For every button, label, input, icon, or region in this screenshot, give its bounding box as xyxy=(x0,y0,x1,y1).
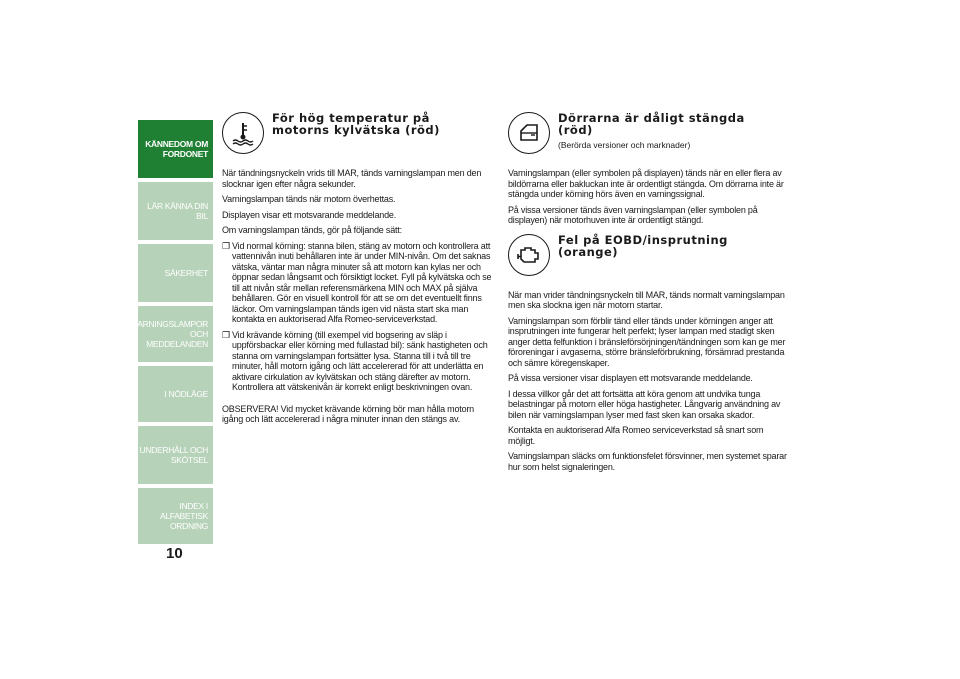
paragraph: På vissa versioner tänds även varningslampan (eller symbolen på displayen) när motorhuven inte är ordentligt stängd. xyxy=(508,204,758,225)
tab-varningslampor[interactable] xyxy=(132,304,213,364)
bullet-mark: ❐ xyxy=(222,240,230,251)
tab-lar-kanna-din-bil[interactable] xyxy=(138,180,213,242)
tab-label: UNDERHÅLL OCH SKÖTSEL xyxy=(139,445,208,465)
bullet-text: Vid krävande körning (till exempel vid bogsering av släp i uppförsbackar eller körning med fullastad bil): sänk hastigheten och stanna om varningslampan fortsätter lysa. Stanna till i två till tre minuter, håll motorn igång och lätt accelererad för att underlätta en aktivare cirkulation av kylvätskan och stäng därefter av motorn. Kontrollera att vätskenivån är korrekt enligt beskrivningen ovan. xyxy=(232,329,488,392)
section-title: Fel på EOBD/insprutning (orange) xyxy=(558,232,728,259)
section-title: Dörrarna är dåligt stängda (röd) xyxy=(558,111,745,137)
paragraph: Varningslampan tänds när motorn överhettas. xyxy=(222,194,396,204)
tab-label: INDEX I ALFABETISK ORDNING xyxy=(159,501,208,531)
bullet-mark: ❐ xyxy=(222,329,230,340)
tab-label: VARNINGSLAMPOR OCH MEDDELANDEN xyxy=(132,319,208,349)
section-title: För hög temperatur på motorns kylvätska (röd) xyxy=(272,111,440,137)
tab-label: LÄR KÄNNA DIN BIL xyxy=(147,201,208,221)
paragraph: I dessa villkor går det att fortsätta att köra genom att undvika tunga belastningar på motorn eller höga hastigheter. Långvarig användning av bilen när varningslampan lyser med fast sken kan orsaka skador. xyxy=(508,388,781,420)
tab-label: I NÖDLÄGE xyxy=(164,389,208,399)
bullet-item xyxy=(222,330,495,393)
page-number: 10 xyxy=(166,545,183,562)
coolant-temperature-icon xyxy=(222,112,264,154)
note: OBSERVERA! Vid mycket krävande körning bör man hålla motorn igång och lätt accelererad i några minuter innan den stängs av. xyxy=(222,403,474,424)
bullet-text: Vid normal körning: stanna bilen, stäng av motorn och kontrollera att vattennivån inuti behållaren inte är under MIN-nivån. Om det saknas vätska, väntar man några minuter så att motorn kan kylas ner och öppnar sedan långsamt och försiktigt locket. Fyll på kylvätska och se till att nivån står mellan referensmärkena MIN och MAX på själva behållaren. Gör en visuell kontroll för att se om det eventuellt finns läckor. Om varningslampan tänds igen vid nästa start ska man kontakta en auktoriserad Alfa Romeo-serviceverkstad. xyxy=(232,240,492,324)
tab-index[interactable] xyxy=(138,486,213,546)
section-eobd-header xyxy=(508,234,788,286)
paragraph: På vissa versioner visar displayen ett motsvarande meddelande. xyxy=(508,373,753,383)
tab-kannedom-om-fordonet[interactable] xyxy=(138,118,213,180)
paragraph: När man vrider tändningsnyckeln till MAR, tänds normalt varningslampan men ska slockna igen när motorn startar. xyxy=(508,289,785,310)
left-column xyxy=(222,112,495,430)
tab-sakerhet[interactable] xyxy=(138,242,213,304)
section-doors-header xyxy=(508,112,788,164)
paragraph: Displayen visar ett motsvarande meddelande. xyxy=(222,209,396,220)
right-column xyxy=(508,112,788,477)
paragraph: Varningslampan som förblir tänd eller tänds under körningen anger att insprutningen inte fungerar helt perfekt; lyser lampan med stadigt sken anger detta felfunktion i bränsleförsörjningen/tändningen som kan ge mer föroreningar i avgaserna, större bränsleförbrukning, försämrad prestanda och sämre köregenskaper. xyxy=(508,315,786,368)
section-subtitle: (Berörda versioner och marknader) xyxy=(558,140,691,150)
tab-label: KÄNNEDOM OM FORDONET xyxy=(145,139,208,159)
paragraph: När tändningsnyckeln vrids till MAR, tänds varningslampan men den slocknar igen efter några sekunder. xyxy=(222,168,482,189)
paragraph: Varningslampan (eller symbolen på displayen) tänds när en eller flera av bildörrarna eller bakluckan inte är ordentligt stängda. Om dörrarna inte är stängda under körning hörs även en varningssignal. xyxy=(508,168,784,199)
paragraph: Varningslampan släcks om funktionsfelet försvinner, men systemet sparar hur som helst signaleringen. xyxy=(508,451,787,472)
tab-label: SÄKERHET xyxy=(164,268,208,278)
tab-underhall-och-skotsel[interactable] xyxy=(138,424,213,486)
door-open-icon xyxy=(508,112,550,154)
bullet-item xyxy=(222,241,495,325)
engine-check-icon xyxy=(508,234,550,276)
section-coolant-header xyxy=(222,112,495,164)
paragraph: Kontakta en auktoriserad Alfa Romeo serviceverkstad så snart som möjligt. xyxy=(508,425,764,446)
paragraph: Om varningslampan tänds, gör på följande sätt: xyxy=(222,225,402,235)
tab-i-nodlage[interactable] xyxy=(138,364,213,424)
